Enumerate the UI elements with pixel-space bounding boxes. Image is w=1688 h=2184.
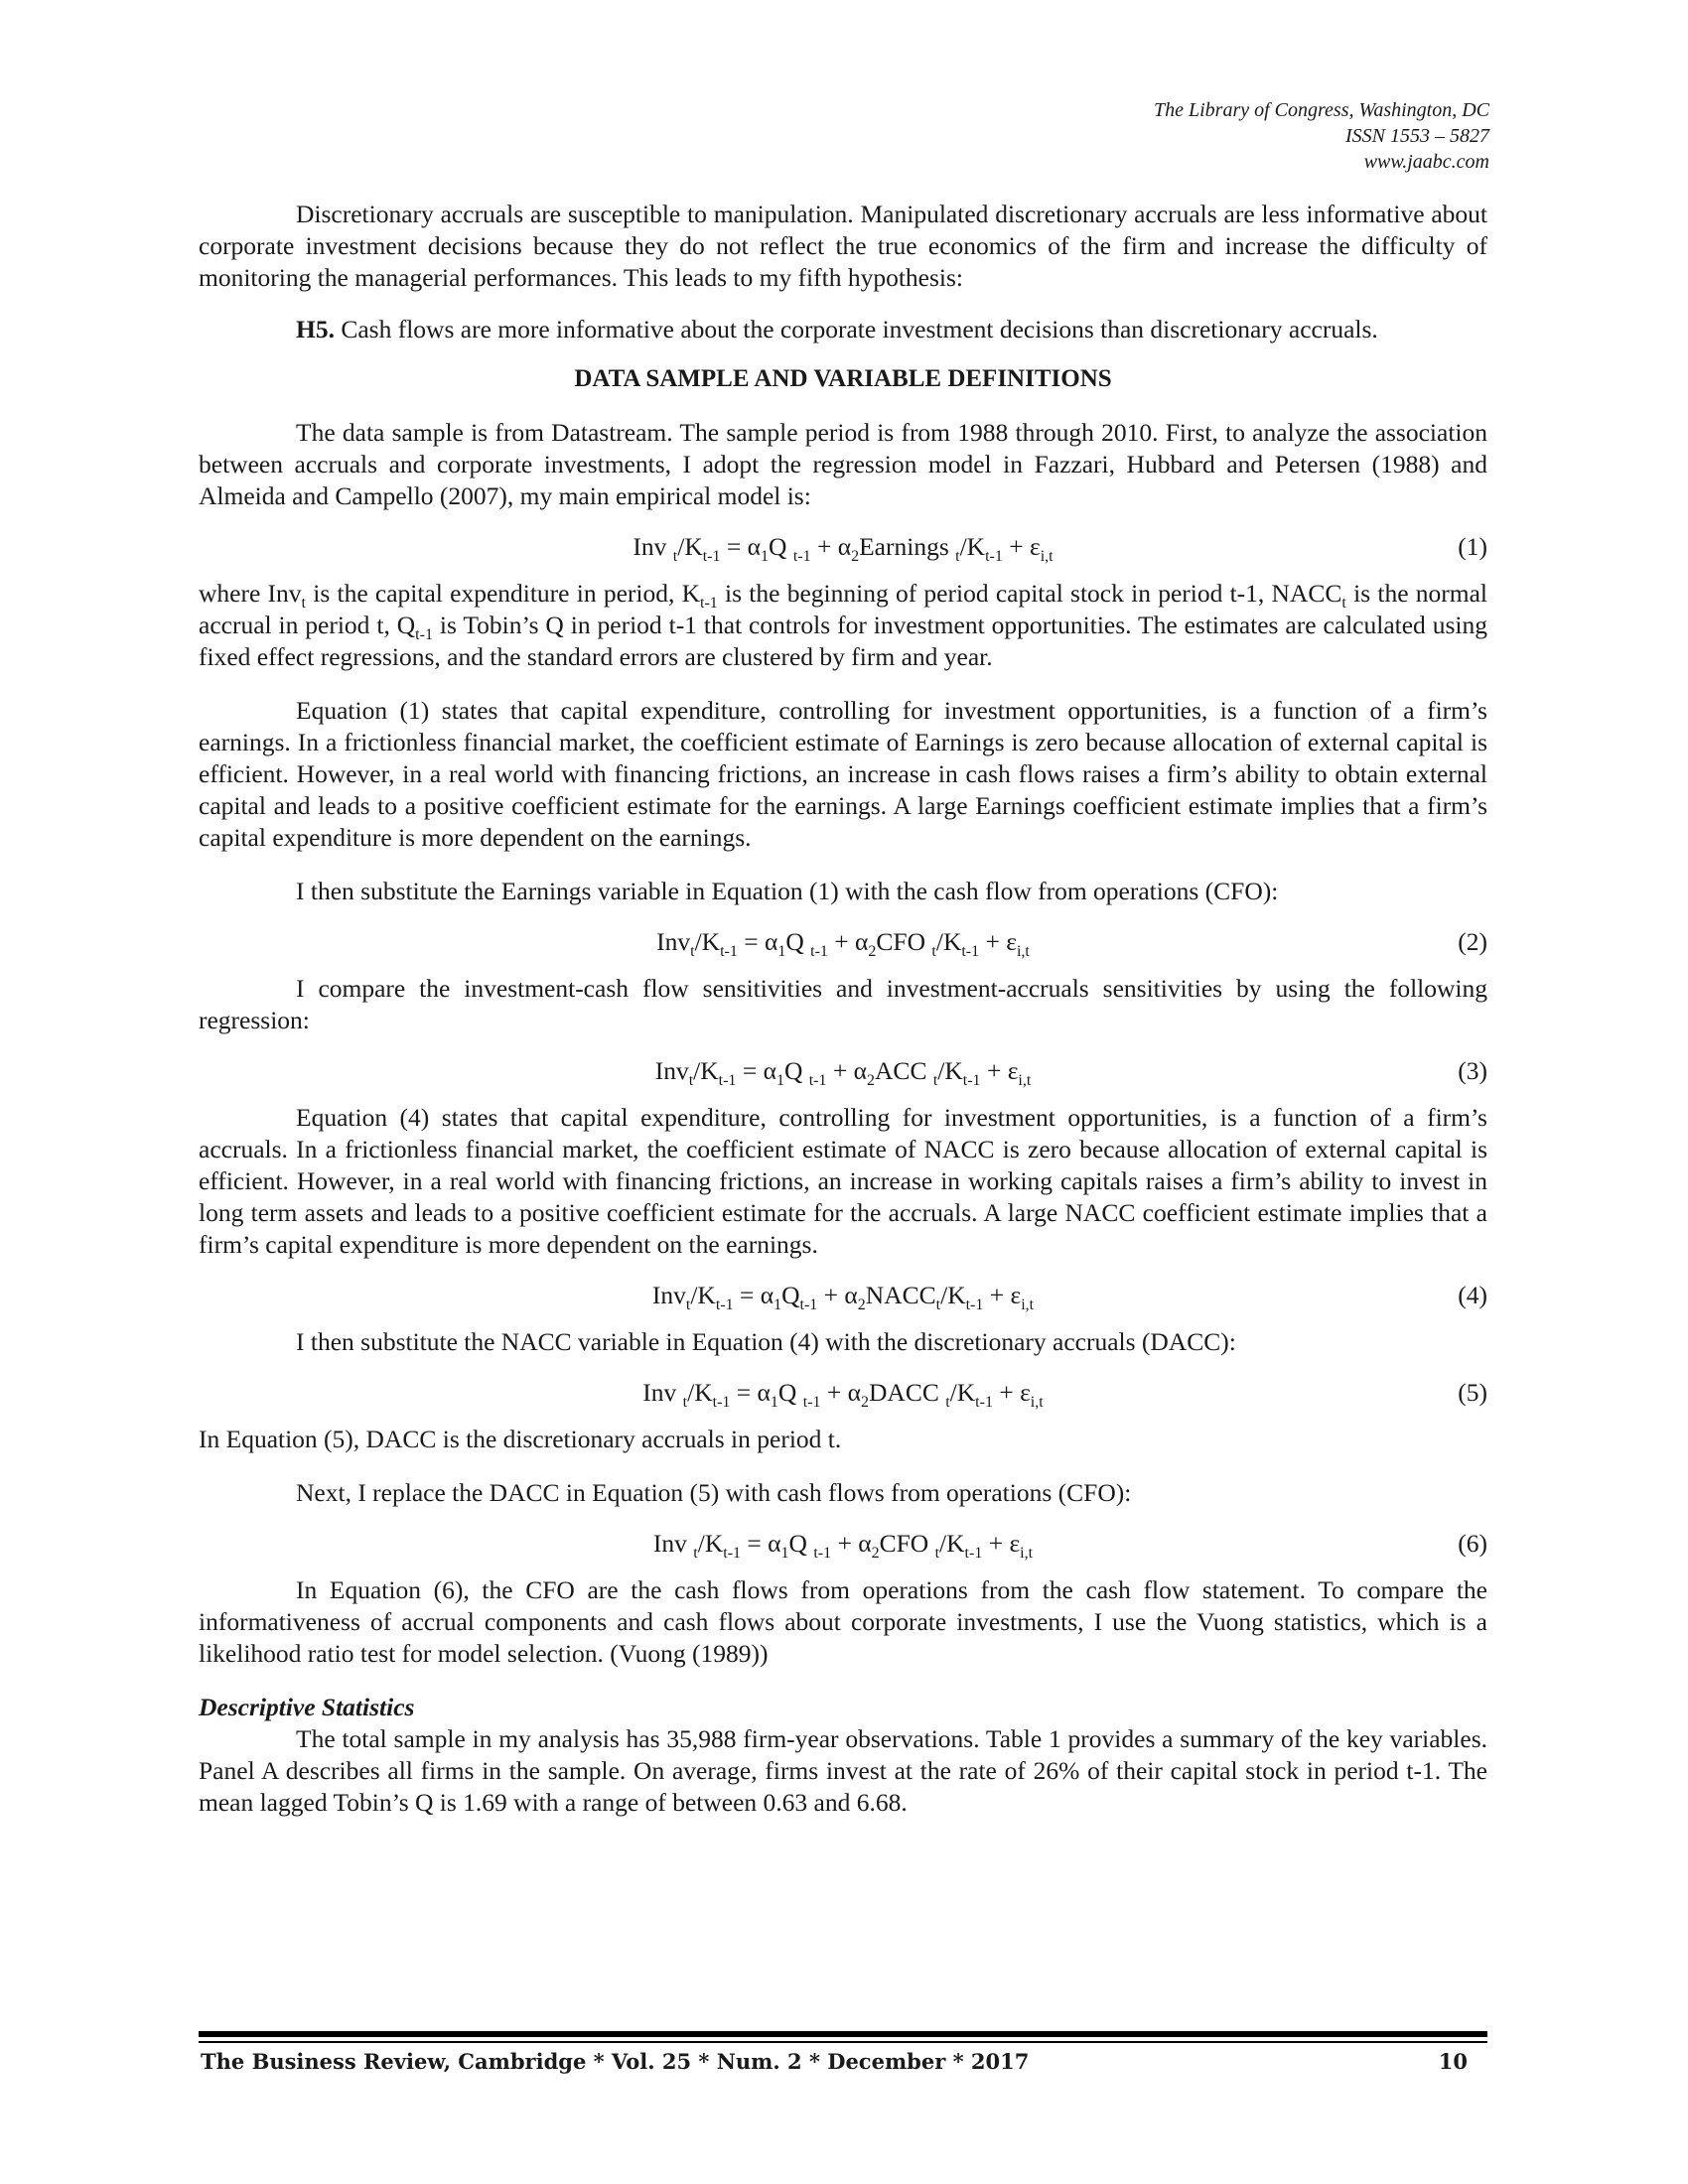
equation-2-expression: $Inv_t/K_{t-1} = \alpha_1Q$ $_{t-1} + \alpha_2CFO$ $_t/K_{t-1} + \varepsilon_{i,t}$ (656, 927, 1030, 961)
equation-1-number: (1) (1458, 532, 1487, 561)
equation-5 (199, 1376, 1487, 1410)
paragraph-2: The data sample is from Datastream. The sample period is from 1988 through 2010. First, to analyze the association between accruals and corporate investments, I adopt the regression model in Fazzari, Hubbard and Petersen (1988) and Almeida and Campello (2007), my main empirical model is: (199, 418, 1487, 510)
equation-3 (199, 1054, 1487, 1088)
page-footer (199, 2049, 1487, 2079)
footer-page-number: 10 (1438, 2049, 1468, 2074)
header-line-2: ISSN 1553 – 5827 (1345, 125, 1489, 147)
equation-4 (199, 1279, 1487, 1312)
equation-4-expression: $Inv_t/K_{t-1} = \alpha_1Q_{t-1}$ + $\alpha_2NACC_t/K_{t-1} + \varepsilon_{i,t}$ (651, 1281, 1035, 1314)
equation-1-expression: Inv $_t/K_{t-1} = \alpha_1Q$ $_{t-1} + \alpha_2Earnings$ $_t/K_{t-1} + \varepsilon_{i,t}$ (633, 532, 1054, 566)
header-line-3: www.jaabc.com (1363, 151, 1489, 173)
equation-4-number: (4) (1458, 1281, 1487, 1309)
equation-5-expression: Inv $_t/K_{t-1} = \alpha_1Q$ $_{t-1} + \alpha_2DACC$ $_t/K_{t-1} + \varepsilon_{i,t}$ (642, 1378, 1044, 1412)
hypothesis-text: Cash flows are more informative about the corporate investment decisions than discretionary accruals. (334, 315, 1378, 343)
subsection-heading: Descriptive Statistics (199, 1693, 415, 1721)
equation-2 (199, 925, 1487, 959)
equation-1 (199, 530, 1487, 564)
footer-journal: The Business Review, Cambridge * Vol. 25 * Num. 2 * December * 2017 (201, 2049, 1030, 2074)
equation-2-number: (2) (1458, 927, 1487, 956)
hypothesis-5 (199, 314, 1487, 345)
paragraph-5: I then substitute the Earnings variable in Equation (1) with the cash flow from operations (CFO): (296, 877, 1279, 905)
paragraph-11: In Equation (6), the CFO are the cash flows from operations from the cash flow statement. To compare the informativeness of accrual components and cash flows about corporate investments, I use the Vuong statistics, which is a likelihood ratio test for model selection. (Vuong (1989)) (199, 1575, 1487, 1668)
header-line-1: The Library of Congress, Washington, DC (1153, 99, 1489, 121)
paragraph-7: Equation (4) states that capital expenditure, controlling for investment opportunities, is a function of a firm’s accruals. In a frictionless financial market, the coefficient estimate of NACC is zero because allocation of external capital is efficient. However, in a real world with financing frictions, an increase in working capitals raises a firm’s ability to invest in long term assets and leads to a positive coefficient estimate for the accruals. A large NACC coefficient estimate implies that a firm’s capital expenditure is more dependent on the earnings. (199, 1103, 1487, 1259)
equation-3-expression: $Inv_t/K_{t-1} = \alpha_1Q$ $_{t-1} + \alpha_2ACC$ $_t/K_{t-1} + \varepsilon_{i,t}$ (654, 1056, 1032, 1090)
equation-6-expression: Inv $_t/K_{t-1} = \alpha_1Q$ $_{t-1} + \alpha_2CFO$ $_t/K_{t-1} + \varepsilon_{i,t}$ (652, 1529, 1034, 1563)
paragraph-4: Equation (1) states that capital expenditure, controlling for investment opportunities, is a function of a firm’s earnings. In a frictionless financial market, the coefficient estimate of Earnings is zero because allocation of external capital is efficient. However, in a real world with financing frictions, an increase in cash flows raises a firm’s ability to obtain external capital and leads to a positive coefficient estimate for the earnings. A large Earnings coefficient estimate implies that a firm’s capital expenditure is more dependent on the earnings. (199, 696, 1487, 852)
paragraph-6: I compare the investment-cash flow sensitivities and investment-accruals sensitivities by using the following regression: (199, 974, 1487, 1034)
equation-5-number: (5) (1458, 1378, 1487, 1407)
section-title: DATA SAMPLE AND VARIABLE DEFINITIONS (574, 365, 1112, 392)
equation-3-number: (3) (1458, 1056, 1487, 1085)
page-header (1154, 97, 1489, 175)
article-body (199, 199, 1487, 1819)
paragraph-8: I then substitute the NACC variable in Equation (4) with the discretionary accruals (DACC): (296, 1327, 1236, 1356)
hypothesis-label: H5. (296, 315, 335, 343)
paragraph-10: Next, I replace the DACC in Equation (5) with cash flows from operations (CFO): (296, 1478, 1132, 1507)
footer-rule-thick (199, 2031, 1487, 2037)
paragraph-1: Discretionary accruals are susceptible to manipulation. Manipulated discretionary accruals are less informative about corporate investment decisions because they do not reflect the true economics of the firm and increase the difficulty of monitoring the managerial performances. This leads to my fifth hypothesis: (199, 200, 1487, 292)
equation-6-number: (6) (1458, 1529, 1487, 1558)
paragraph-3: where Inv$_t$ is the capital expenditure in period, $K_{t-1}$ is the beginning of period capital stock in period t-1, $NACC_t$ is the normal accrual in period t, $Q_{t-1}$ is Tobin’s Q in period t-1 that controls for investment opportunities. The estimates are calculated using fixed effect regressions, and the standard errors are clustered by firm and year. (199, 579, 1487, 671)
footer-rule-thin (199, 2041, 1487, 2043)
paragraph-12: The total sample in my analysis has 35,988 firm-year observations. Table 1 provides a summary of the key variables. Panel A describes all firms in the sample. On average, firms invest at the rate of 26% of their capital stock in period t-1. The mean lagged Tobin’s Q is 1.69 with a range of between 0.63 and 6.68. (199, 1724, 1487, 1817)
equation-6 (199, 1527, 1487, 1561)
paragraph-9: In Equation (5), DACC is the discretionary accruals in period t. (199, 1425, 842, 1453)
